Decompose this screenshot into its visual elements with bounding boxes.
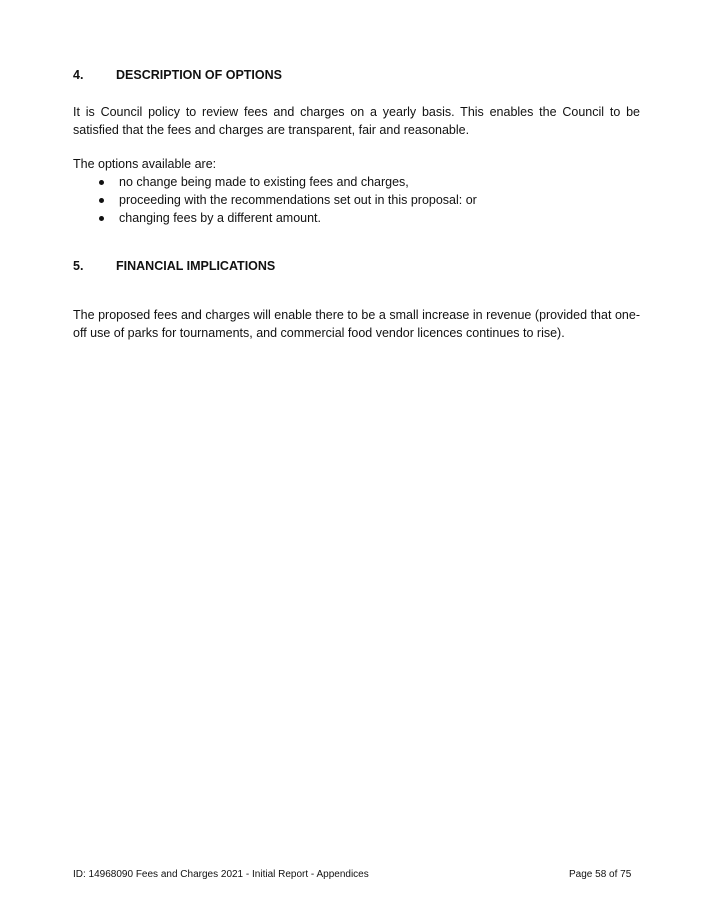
section-4-number: 4.: [73, 68, 84, 82]
options-list: [73, 173, 640, 227]
section-4-title: DESCRIPTION OF OPTIONS: [116, 68, 282, 82]
bullet-icon: [99, 198, 104, 203]
options-intro: The options available are:: [73, 157, 217, 171]
option-text: proceeding with the recommendations set out in this proposal: or: [119, 193, 477, 207]
list-item: [73, 209, 640, 227]
section-4-heading: [73, 68, 282, 82]
section-5-number: 5.: [73, 259, 84, 273]
footer-document-id: ID: 14968090 Fees and Charges 2021 - Initial Report - Appendices: [73, 869, 369, 880]
option-text: changing fees by a different amount.: [119, 211, 321, 225]
footer-page-number: Page 58 of 75: [569, 869, 632, 880]
section-5-title: FINANCIAL IMPLICATIONS: [116, 259, 276, 273]
list-item: [73, 191, 640, 209]
section-4-paragraph: It is Council policy to review fees and charges on a yearly basis. This enables the Council to be satisfied that the fees and charges are transparent, fair and reasonable.: [73, 105, 640, 137]
bullet-icon: [99, 180, 104, 185]
section-5-paragraph: The proposed fees and charges will enable there to be a small increase in revenue (provided that one-off use of parks for tournaments, and commercial food vendor licences continues to rise).: [73, 308, 640, 340]
list-item: [73, 173, 640, 191]
section-5-heading: [73, 259, 275, 273]
option-text: no change being made to existing fees and charges,: [119, 175, 409, 189]
bullet-icon: [99, 216, 104, 221]
